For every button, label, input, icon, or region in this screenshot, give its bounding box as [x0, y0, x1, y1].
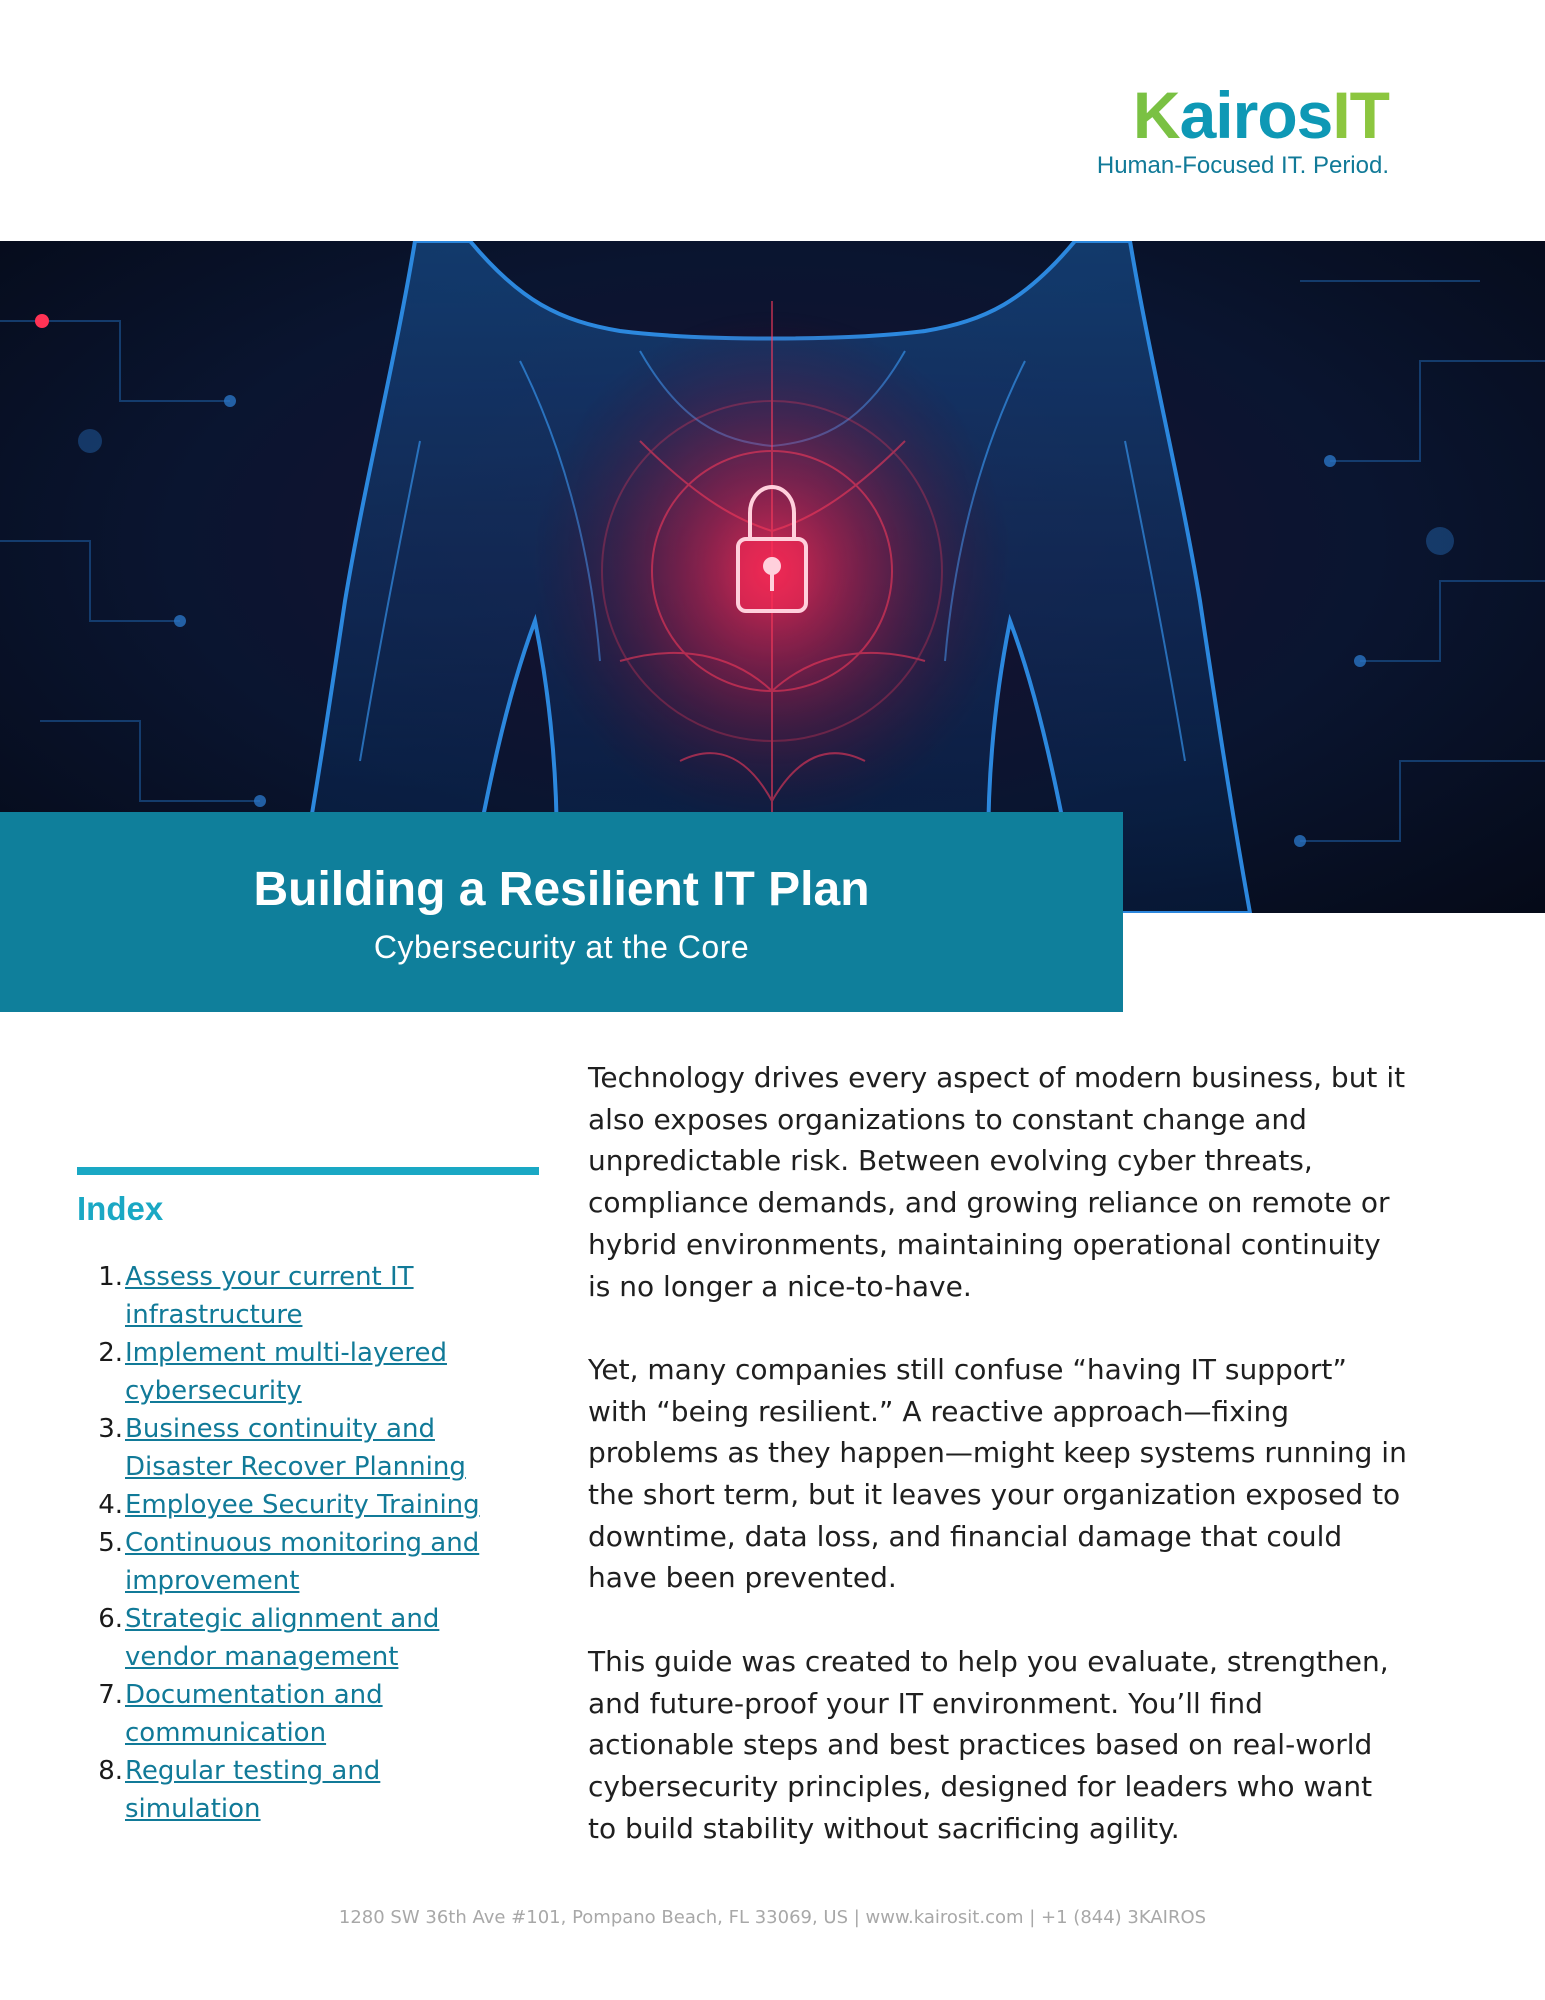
index-item	[90, 1524, 510, 1600]
index-link-employee-training[interactable]: Employee Security Training	[125, 1490, 480, 1520]
index-number: 3.	[98, 1414, 123, 1444]
index-item	[90, 1752, 510, 1828]
index-item	[90, 1600, 510, 1676]
page-subtitle: Cybersecurity at the Core	[373, 929, 750, 965]
index-link-business-continuity[interactable]: Business continuity and Disaster Recover Planning	[125, 1414, 466, 1482]
title-banner	[0, 812, 1123, 1012]
index-link-continuous-monitoring[interactable]: Continuous monitoring and improvement	[125, 1528, 480, 1596]
index-number: 5.	[98, 1528, 123, 1558]
index-number: 1.	[98, 1262, 123, 1292]
index-number: 8.	[98, 1756, 123, 1786]
index-number: 6.	[98, 1604, 123, 1634]
index-link-documentation[interactable]: Documentation and communication	[125, 1680, 383, 1748]
index-number: 4.	[98, 1490, 123, 1520]
index-item	[90, 1258, 510, 1334]
index-link-strategic-alignment[interactable]: Strategic alignment and vendor management	[125, 1604, 440, 1672]
index-heading: Index	[77, 1190, 164, 1227]
index-item	[90, 1486, 510, 1524]
index-link-assess-infrastructure[interactable]: Assess your current IT infrastructure	[125, 1262, 414, 1330]
intro-text	[588, 1057, 1408, 1891]
index-list	[90, 1258, 510, 1828]
intro-paragraph: Yet, many companies still confuse “having IT support” with “being resilient.” A reactive approach—fixing problems as they happen—might keep systems running in the short term, but it leaves your organization exposed to downtime, data loss, and financial damage that could have been prevented.	[588, 1352, 1407, 1595]
index-item	[90, 1676, 510, 1752]
company-logo	[1096, 78, 1389, 180]
logo-wordmark: KairosIT	[1132, 78, 1389, 152]
index-number: 7.	[98, 1680, 123, 1710]
index-divider	[77, 1167, 539, 1175]
index-link-multi-layered-cybersecurity[interactable]: Implement multi-layered cybersecurity	[125, 1338, 447, 1406]
logo-tagline: Human-Focused IT. Period.	[1096, 152, 1389, 179]
page-title: Building a Resilient IT Plan	[253, 863, 870, 916]
intro-paragraph: This guide was created to help you evaluate, strengthen, and future-proof your IT environment. You’ll find actionable steps and best practices based on real-world cybersecurity principles, designed for leaders who want to build stability without sacrificing agility.	[588, 1644, 1389, 1845]
intro-paragraph: Technology drives every aspect of modern business, but it also exposes organizations to constant change and unpredictable risk. Between evolving cyber threats, compliance demands, and growing reliance on remote or hybrid environments, maintaining operational continuity is no longer a nice-to-have.	[588, 1061, 1406, 1303]
index-item	[90, 1334, 510, 1410]
index-item	[90, 1410, 510, 1486]
footer-contact: 1280 SW 36th Ave #101, Pompano Beach, FL 33069, US | www.kairosit.com | +1 (844) 3KAIROS	[338, 1907, 1207, 1928]
index-number: 2.	[98, 1338, 123, 1368]
index-link-regular-testing[interactable]: Regular testing and simulation	[125, 1756, 381, 1824]
